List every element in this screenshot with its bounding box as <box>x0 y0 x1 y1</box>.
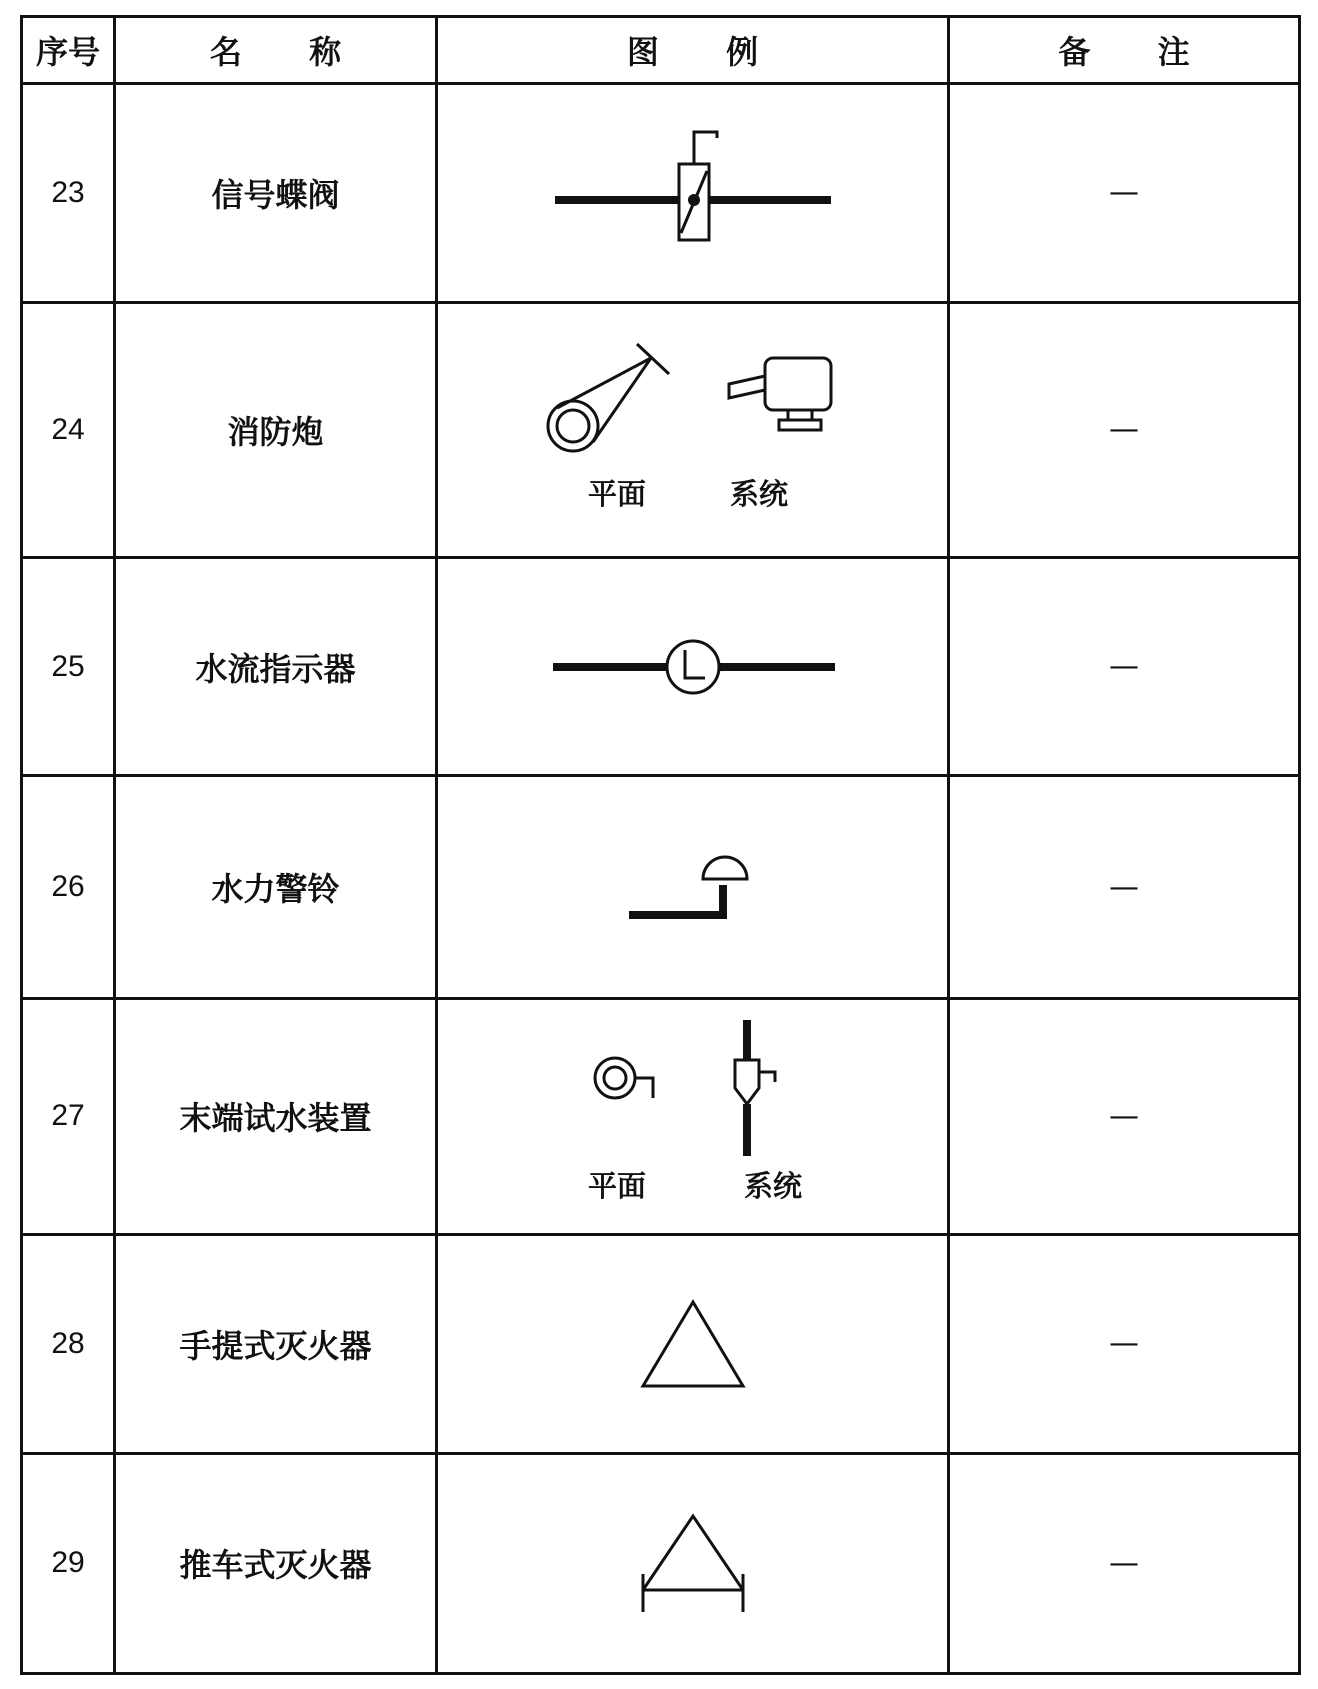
row-remark: — <box>949 776 1300 998</box>
fire-monitor-icon <box>533 340 853 470</box>
row-remark: — <box>949 998 1300 1234</box>
water-flow-indicator-icon <box>543 632 843 702</box>
row-index: 25 <box>22 557 115 775</box>
table-row <box>22 557 1300 775</box>
legend-table <box>20 15 1301 1675</box>
portable-extinguisher-icon <box>633 1294 753 1394</box>
water-motor-alarm-icon <box>623 847 763 927</box>
row-index: 29 <box>22 1453 115 1673</box>
caption-system: 系统 <box>744 1168 803 1203</box>
row-name: 推车式灭火器 <box>115 1453 437 1673</box>
row-remark: — <box>949 302 1300 557</box>
legend-cell <box>437 84 949 302</box>
table-row <box>22 84 1300 302</box>
header-remark: 备 注 <box>949 17 1300 84</box>
signal-butterfly-valve-icon <box>543 128 843 258</box>
wheeled-extinguisher-icon <box>633 1508 753 1618</box>
row-index: 24 <box>22 302 115 557</box>
row-index: 28 <box>22 1235 115 1453</box>
row-index: 27 <box>22 998 115 1234</box>
row-remark: — <box>949 557 1300 775</box>
table-row <box>22 1235 1300 1453</box>
row-name: 信号蝶阀 <box>115 84 437 302</box>
row-index: 23 <box>22 84 115 302</box>
header-legend: 图 例 <box>437 17 949 84</box>
header-row <box>22 17 1300 84</box>
legend-cell <box>437 776 949 998</box>
row-name: 水力警铃 <box>115 776 437 998</box>
caption-plan: 平面 <box>588 1168 647 1203</box>
row-name: 水流指示器 <box>115 557 437 775</box>
table-row <box>22 776 1300 998</box>
legend-cell <box>437 557 949 775</box>
row-remark: — <box>949 84 1300 302</box>
table-row <box>22 1453 1300 1673</box>
header-index: 序号 <box>22 17 115 84</box>
row-name: 手提式灭火器 <box>115 1235 437 1453</box>
legend-cell <box>437 1235 949 1453</box>
caption-plan: 平面 <box>588 476 647 511</box>
header-name: 名 称 <box>115 17 437 84</box>
row-remark: — <box>949 1235 1300 1453</box>
end-test-device-icon <box>563 1016 823 1166</box>
row-index: 26 <box>22 776 115 998</box>
legend-cell <box>437 998 949 1234</box>
legend-cell <box>437 1453 949 1673</box>
caption-system: 系统 <box>730 476 789 511</box>
row-remark: — <box>949 1453 1300 1673</box>
table-row <box>22 302 1300 557</box>
row-name: 消防炮 <box>115 302 437 557</box>
row-name: 末端试水装置 <box>115 998 437 1234</box>
legend-cell <box>437 302 949 557</box>
table-row <box>22 998 1300 1234</box>
